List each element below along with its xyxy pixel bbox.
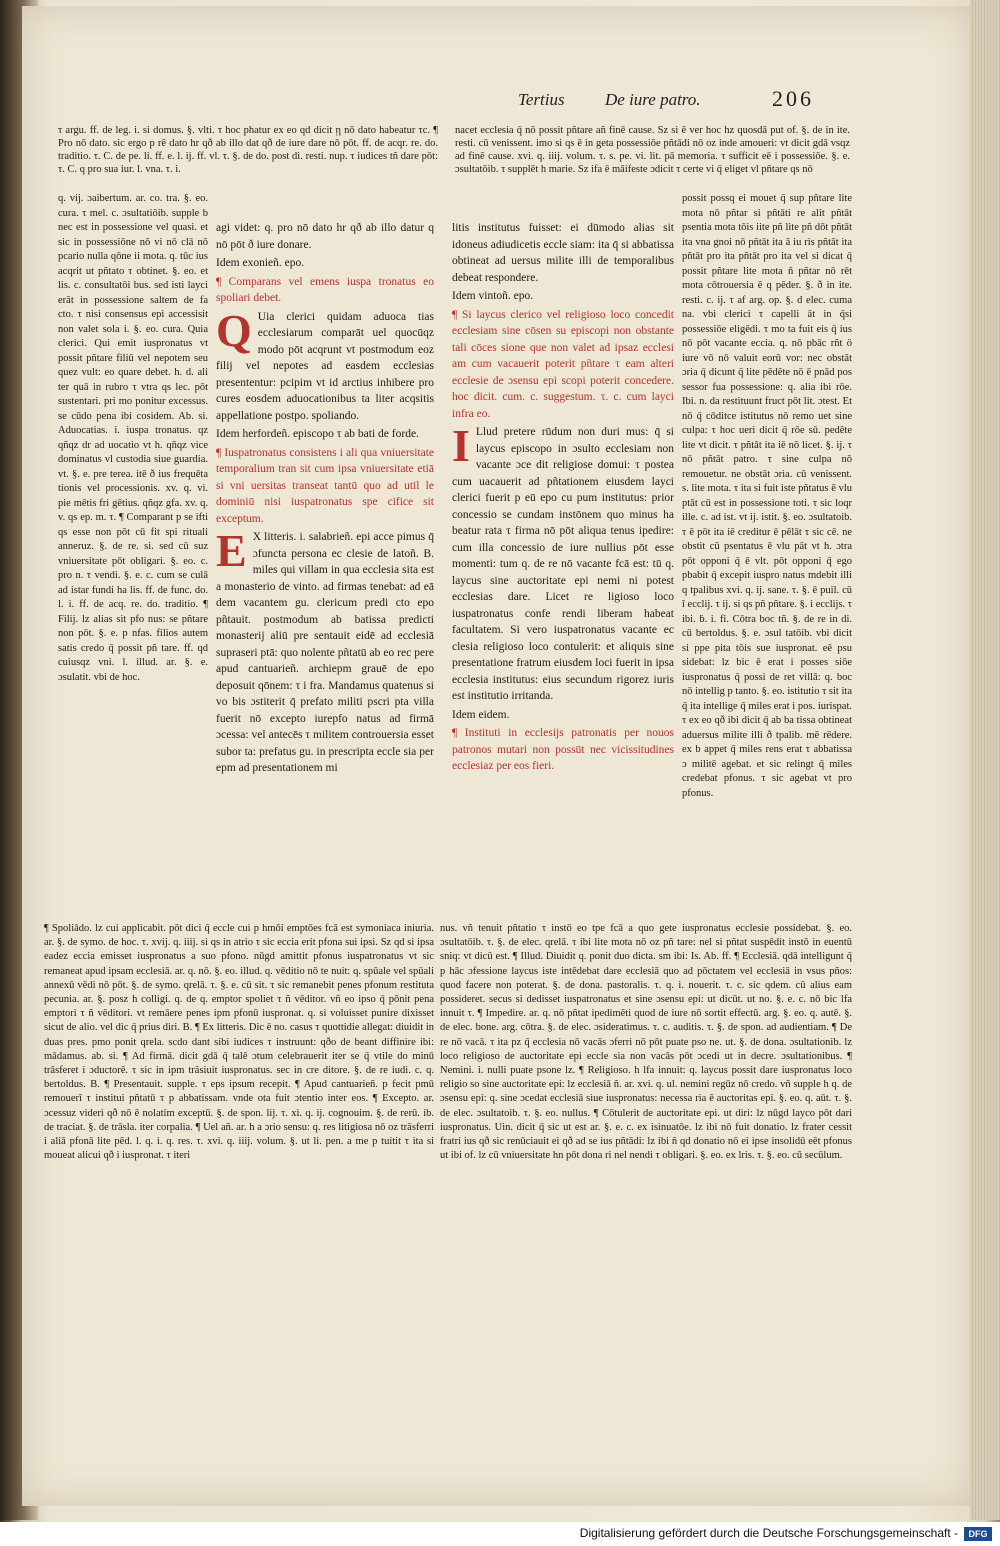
paragraph-text: litis institutus fuisset: ei dūmodo alias sit idoneus adiudicetis eccle siam: ita q̄ si abbatissa obtineat ad uersus milite illi de temporalibus debeat respondere.: [452, 222, 674, 284]
rubric-heading: ¶ Si laycus clerico vel religioso loco concedit ecclesiam sine cōsen su episcopi non obstante tali cōces sione que non valet ad ipsaz ecclesi am cum vacauerit poterit pñtare τ eam alteri ecclesie de ɔsensu epi scopi poterit concedere. hoc dicit. cum. c. suggestum. τ. c. cum layci infra eo.: [452, 308, 674, 420]
gloss-right-column: possit possq ei mouet q̄ sup pñtare lite mota nō pñtar si pñtāti re alit pñtāt psentia mota tōis iite pñ lite pñ dōt pñtāt ita vna gnoi nō pñtāt ita ā iu ris pñtāt ita pñtāt pro ita pñtāt pro ita vel si dicat q̄ possit pñtare lite mota ñ pñtar nō rēt mota cōtrouersia ē q pēder. §. ð in ite. resti. c. ij. τ af arg. op. §. d elec. cuma na. vbi clerici τ capelli āt in q̄si possessiōe eligēdi. τ mo ta fuit eis q̄ ius nō pōt vacante eccia. q. nō pbāc rñt ö iure vō nō valuit eorū vor: nec obstāt ɔria q̄ dicunt q̄ lite pēdēte nō ē pnād pos sessor fua possessione: q. alia ibi rōe. Ibi. n. da restituunt fruct pōt lit. ɔtest. Et nō q̄ cōditce istitutus nō remo uet sine culpa: τ hoc ueri dicit q̄ rōe sū. pedēte lite vt dicit. τ pñtāt ita iē nō licet. §. ij. τ nō pñtāt patro. τ sine culpa nō remouetur. ne obstāt ɔria. cū venissent. s. lite mota. τ ita si fuit iste pñtatus ē vlu ptāt cū est in possessione toti. τ sic loqr ille. c. ad ist. vt ij. istit. §. eo. ɔsultatoib. τ ē pōt ita iē creditur ē pēlāt τ sic cē. ne obstit cū psentatus ē vlu pāt vt h. ɔtra pōt opponi q̄ ē vlt. pōt opponi q̄ ego pbabit q̄ excepit iuspro natus mdebit illi q tpalibus xvi. q. ij. sane. τ. §. ē puil. cū ī ecclij. τ ij. si qs pñ pñtare. §. i ecclijs. τ ibi. ḃ. i. fi. Cōtra boc tñ. §. de re in di. cū bertoldus. §. e. ɔsul tatōib. vbi dicit si ppe pita tōis sue iuspronat. eē psu sidebat: lz bic ē erat i posses siōe iuspronatus q̄ possi de ret villā: q. boc nō intellig p tanto. §. eo. istitutio τ sit ita q̄ ita intellige q̄ miles erat i pos. iurispat. τ ex eo qð ibi dicit q̄ ab ba tissa obtineat aduersus milite illi ð tpalib. mē rēdere. ex b appet q̄ miles rens erat τ abbatissa ɔ militē agebat. et sic relingt q̄ miles credebat pfonus. τ sic agebat vt pro pfonus.: [682, 193, 852, 799]
decorated-initial: Q: [216, 304, 252, 356]
gloss-bottom-right: nus. vñ tenuit pñtatio τ instō eo tpe fcā a quo gete iuspronatus ecclesie possidebat. §. eo. ɔsultatōib. τ. §. de elec. qrelā. τ ibi lite mota nō oz pñ tare: nel si pñtat suspēdit instō in euentū sniq: vt dicū est. ¶ Illud. Diuidit q. ponit duo dicta. sm ibi: Is. Ab. ff. ¶ Ecclesiā. qdā intelligunt q̄ p hāc ɔfessione laycus iste intēdebat dare ecclesiā quo ad pōctatem vel ecclesiā in vsus pños: quod facere non poterat. §. de dona. pastoralis. τ. q. i. nouerit. τ. c. sic qdem. cū alius eam possideret. secus si dedisset iuspatronatus et sine ɔsensu epi: ut dicūt. ut no. §. e. c. nō bic lfa innuit τ. ¶ Impedire. ar. q. nō pñtat ipedimēti quod de iure nō sortit effectū. arg. §. eo. q. autē. §. de elec. bone. arg. cōtra. §. de elec. ɔsideratimus. τ. c. auditis. τ. §. de spon. ad audientiam. ¶ De re nō vacā. τ ita pz q̄ ecclesia nō vacās ɔferri nō pōt puate pso ne. ut. §. de dona. ɔsultationib. lz loco religioso de auctoritate epi eccle sia non vacās pōt ɔcedi ut in decre. ɔsultationibus. ¶ Nemini. i. nulli puate psone lz. ¶ Religioso. h lfa innuit: q. laycus possit dare iuspronatus loco religio so sine auctoritate epi: lz ecclesiā ñ. ar. xvi. q. ul. nemini regūz nō credo. vñ supple h q. de ɔsensu epi: q. sine ɔcedat ecclesiā siue iuspronatus: necessa ria ē auctoritas epi. §. eo. q. aūt. τ. §. de elec. ɔsultatoib. τ. §. eo. nullus. ¶ Cōtulerit de auctoritate epi. ut diri: lz nūgd layco pōt dari iuspronatus. Uin. dicit q̄ sic ut est ar. §. e. c. ex isinuatōe. lz ibi nō fuit donatio. lz frater cessit fratri ius qð sic renūciauit ei qð ad se ius pñtādi: lz ibi ñ qd donatio nō ei ipse insolidū eēt pfonus ut ibi of. lz cū vniuersitate hn pōt dona ri nel nendi τ obligari. §. eo. ex lris. τ. §. eo. cū secūlum.: [440, 923, 852, 1162]
decorated-initial: I: [452, 420, 470, 471]
header-title: De iure patro.: [605, 90, 701, 109]
main-text-right-column: [452, 220, 674, 910]
paragraph-text: X litteris. i. salabrieñ. epi acce pimus q̄ ɔfuncta persona ec clesie de latoñ. B. miles qui villam in qua ecclesia sita est a monasterio de vinto. ad firmas tenebat: ad eā dem vacantem gu. clericum predi cto epo pñtauit. postmodum ab batissa predicti monasterij aliū pre sentauit eidē ad ecclesiā supraseri ptā: quo nolente pñtatū ab eo rec pere apud cantuarieñ. archiepm grauē de epo deposuit qōnem: τ i fra. Mandamus quatenus si vo bis ɔstiterit q̄ prefato militi pscri pta villa fuerit nō excepto iurepfo natus ad firmā ɔcessa: vel antecēs τ militem controuersia esset subor ta: prefatus gu. in prescripta eccle sia per epm ad presentationem mi: [216, 531, 434, 774]
decretal-address: Idem exonieñ. epo.: [216, 257, 305, 269]
paragraph-with-initial: [216, 525, 434, 777]
gloss-top-left: τ argu. ff. de leg. i. si domus. §. vlti. τ hoc phatur ex eo qd dicit ῃ nō dato habeatur τc. ¶ Pro nō dato. sic ergo p rē dato hr qð ab illo dat qð de iure dare nō pōt. ff. de acqr. re. do. traditio. τ. C. de pe. li. ff. e. l. ij. ff. vl. τ. §. de do. post di. resti. nup. τ iudices tñ dare pōt: τ. C. q pro sua iur. l. vna. τ. i.: [58, 125, 438, 175]
fore-edge: [970, 0, 1000, 1520]
paragraph-with-initial: [216, 304, 434, 425]
decretal-address: Idem vintoñ. epo.: [452, 290, 534, 302]
paragraph-text: Llud pretere rūdum non duri mus: q̄ si laycus episcopo in ɔsulto ecclesiam non vacante ɔce dit religiose domui: τ postea cum uacauerit ad pñtationem eiusdem layci clerici fuerit p eū epo cu pum institutus: prior concessio se cundam instōnem quo minus ha beatur rata τ firma nō pōt aliqua tenus ipedire: cum illa concessio de iure nullius pōt esse momenti: tum q. de re nō vacante fcā est: tū q. laycus sine auctoritate epi nemi ni potest ecclesias dare. Licet re ligioso loco iuspatronatus confe rendi liberam habeat facultatem. Si vero iuspatronatus vacante ec clesia religioso loco contulerit: et aliquis sine presentatione fratrum eiusdem loci fuerit in ipsa ecclesia institutus: eius secundum rigorez iuris est institutio irritanda.: [452, 426, 674, 702]
rubric-heading: ¶ Instituti in ecclesijs patronatis per nouos patronos mutari non possūt nec vicissitudines ecclesiaz per eos fieri.: [452, 727, 674, 772]
decretal-address: Idem herfordeñ. episcopo τ ab bati de forde.: [216, 428, 419, 440]
paragraph-with-initial: [452, 420, 674, 705]
header-book: Tertius: [518, 90, 565, 109]
folio-number: 206: [772, 86, 814, 111]
gloss-top-right: nacet ecclesia q̄ nō possit pñtare añ finē cause. Sz si ē ver hoc hz quosdā put of. §. de in ite. resti. cū venissent. imo si qs ē in geta possessiōe pñtādi nō oz inde amoueri: vt dicit gdā vsqz ad finē cause. xvi. q. iiij. volum. τ. s. pe. vi. lit. pā memoria. τ sufficit eē i possessiōe. §. e. ɔsultatōib. τ supplēt h marie. Sz ifa ē māifeste ɔdicit τ certe vi q̄ eliget vl pñtare qs nō: [455, 125, 850, 175]
decorated-initial: E: [216, 525, 247, 576]
dfg-credit-text: Digitalisierung gefördert durch die Deutsche Forschungsgemeinschaft -: [579, 1526, 958, 1540]
rubric-heading: ¶ Iuspatronatus consistens i ali qua vniuersitate temporalium tran sit cum ipsa vniuersitate etiā si vni uersitas transeat tantū quo ad util le dominiū nisi iuspatronatus spe cifice sit exceptum.: [216, 446, 434, 525]
gloss-left-column: q. vij. ɔaibertum. ar. co. tra. §. eo. cura. τ mel. c. ɔsultatiōib. supple b nec est in possessione vel quasi. et sic in possessiōne nō vi nō clā nō pcario nulla qōne ii mota. q. tūc ius acqrit ut pñtato τ obtinet. §. eo. et lis. c. consultatōi bus. sed isti layci erāt in possessione saltem de fa cto. τ nisi consensus epi accessisit non valet sola i. §. eo. cura. Quia clerici. Qui emit iuspronatus vt possit pñtare filiū vel nepotem seu quez vult: eo quare debet. h. d. ali ter quā in rubro τ vtra qs lec. pōt sustentari. pri mo ponitur excessus. se cūdo pena ibi cosidem. Ab. si. Aduocatias. i. iuspa tronatus. qz qñqz dr ad uocatio vt h. qñqz vice dominatus vl custodia siue guardia. vt. §. e. pre terea. itē ð ius frequēta tionis vel processionis. xv. q. vi. pie mētis fri gētius. qñqz gfa. xv. q. v. qs ep. m. τ. ¶ Comparant p se ifti qs esse non pōt cū fit spi rituali anneruz. §. de re. si. sed cū suz vniuersitate pōt obligari. §. eo. c. pro n. τ vendi. §. e. c. cum se culā ad istar fundi ha lis. ff. de func. do. l. i. ff. de acq. re. do. traditio. ¶ Filij. lz alias sit pfo nus: se pñtare non pōt. §. e. p nfas. filios autem satis credo q̄ possit pñ tare. ff. qd cuiusqz vni. l. illud. ar. §. e. ɔsulatit. vbi de hoc.: [58, 193, 208, 683]
gloss-bottom-left: ¶ Spoliādo. lz cui applicabit. pōt dici q̄ eccle cui p hmōi emptōes fcā est symoniaca iniuria. ar. §. de symo. de hoc. τ. xvij. q. iiij. si qs in atrio τ sic eccia erit pfona sui ipsi. Sz qd si ipsa eadez eccia emisset iuspronatus a suo pfono. nūgd amittit pfonus iuspatronatus vt sic remaneat apud ipsam ecclesiā. ar. q. nō. §. eo. illud. q. vēditio nō te nuit: q. spūale vel spūali annexū vēdi nō pōt. §. de symo. qrelā. τ. §. e. cū sit. τ sic remanebit penes pfonum restituta pecunia. ar. §. posz h colligi. q. de q. emptor spoliet τ ñ vēditor. vñ eo ipso q̄ pōnit pena emptori τ ñ vēditori. vt remāere penes ipm pfonū iuspronat. q. si voluisset punire dixisset sicut de alio. vel dic q̄ prius diri. B. ¶ Ex litteris. Dic ē no. casus τ quottidie allegat: diuidit in duas pres. pmo ponit qrela. scdo dant sibi iudices τ instruunt: qðo de beant diffinire ibi: mādamus. ab. si. ¶ Ad firmā. dicit gdā q̄ talē ɔtum celebrauerit iter se q̄ vtile do minū trāsferet i ɔductorē. τ sic in ipm trāsiuit iuspronatus. sec in cre ditore. §. de re iudi. c. q. bertoldus. B. ¶ Presentauit. supple. τ eps ipsum recepit. ¶ Apud cantuarieñ. p fecit pmū remouerī τ institui pñtatū τ p abbatissam. vnde ota fuit ɔtentio inter eos. ¶ Excepto. ar. ɔcessuz videri qð nō ē nolatim exceptū. §. de spon. lij. τ. xi. q. ij. cognouim. §. de rerū. ib. de traciat. §. de trāsla. iter corpalia. ¶ Uel añ. ar. h a ɔrio sensu: q. res litigiosa nō oz trāsferri i aliā pfonā lite pēd. l. q. i. q. res. τ. xvi. q. iiij. volum. §. ut li. pen. a me p tuitit τ ita si moueat alicui qð i iuspronat. τ iteri: [44, 923, 434, 1162]
running-header: [500, 88, 860, 118]
rubric-heading: ¶ Comparans vel emens iuspa tronatus eo spoliari debet.: [216, 275, 434, 304]
main-text-left-column: [216, 220, 434, 900]
dfg-logo: DFG: [964, 1527, 992, 1541]
decretal-address: Idem eidem.: [452, 708, 510, 721]
paragraph-text: Uia clerici quidam aduoca tias ecclesiarum comparāt uel quocūqz modo pōt acqrunt vt postmodum eoz filij vel nepotes ad easdem ecclesias presententur: pcipim vt id arctius inhibere pro cures eosdem aduocationibus ta liter acqsitis appellatione postpo. spoliando.: [216, 310, 434, 422]
paragraph-text: agi videt: q. pro nō dato hr qð ab illo datur q nō pōt ð iure donare.: [216, 222, 434, 251]
